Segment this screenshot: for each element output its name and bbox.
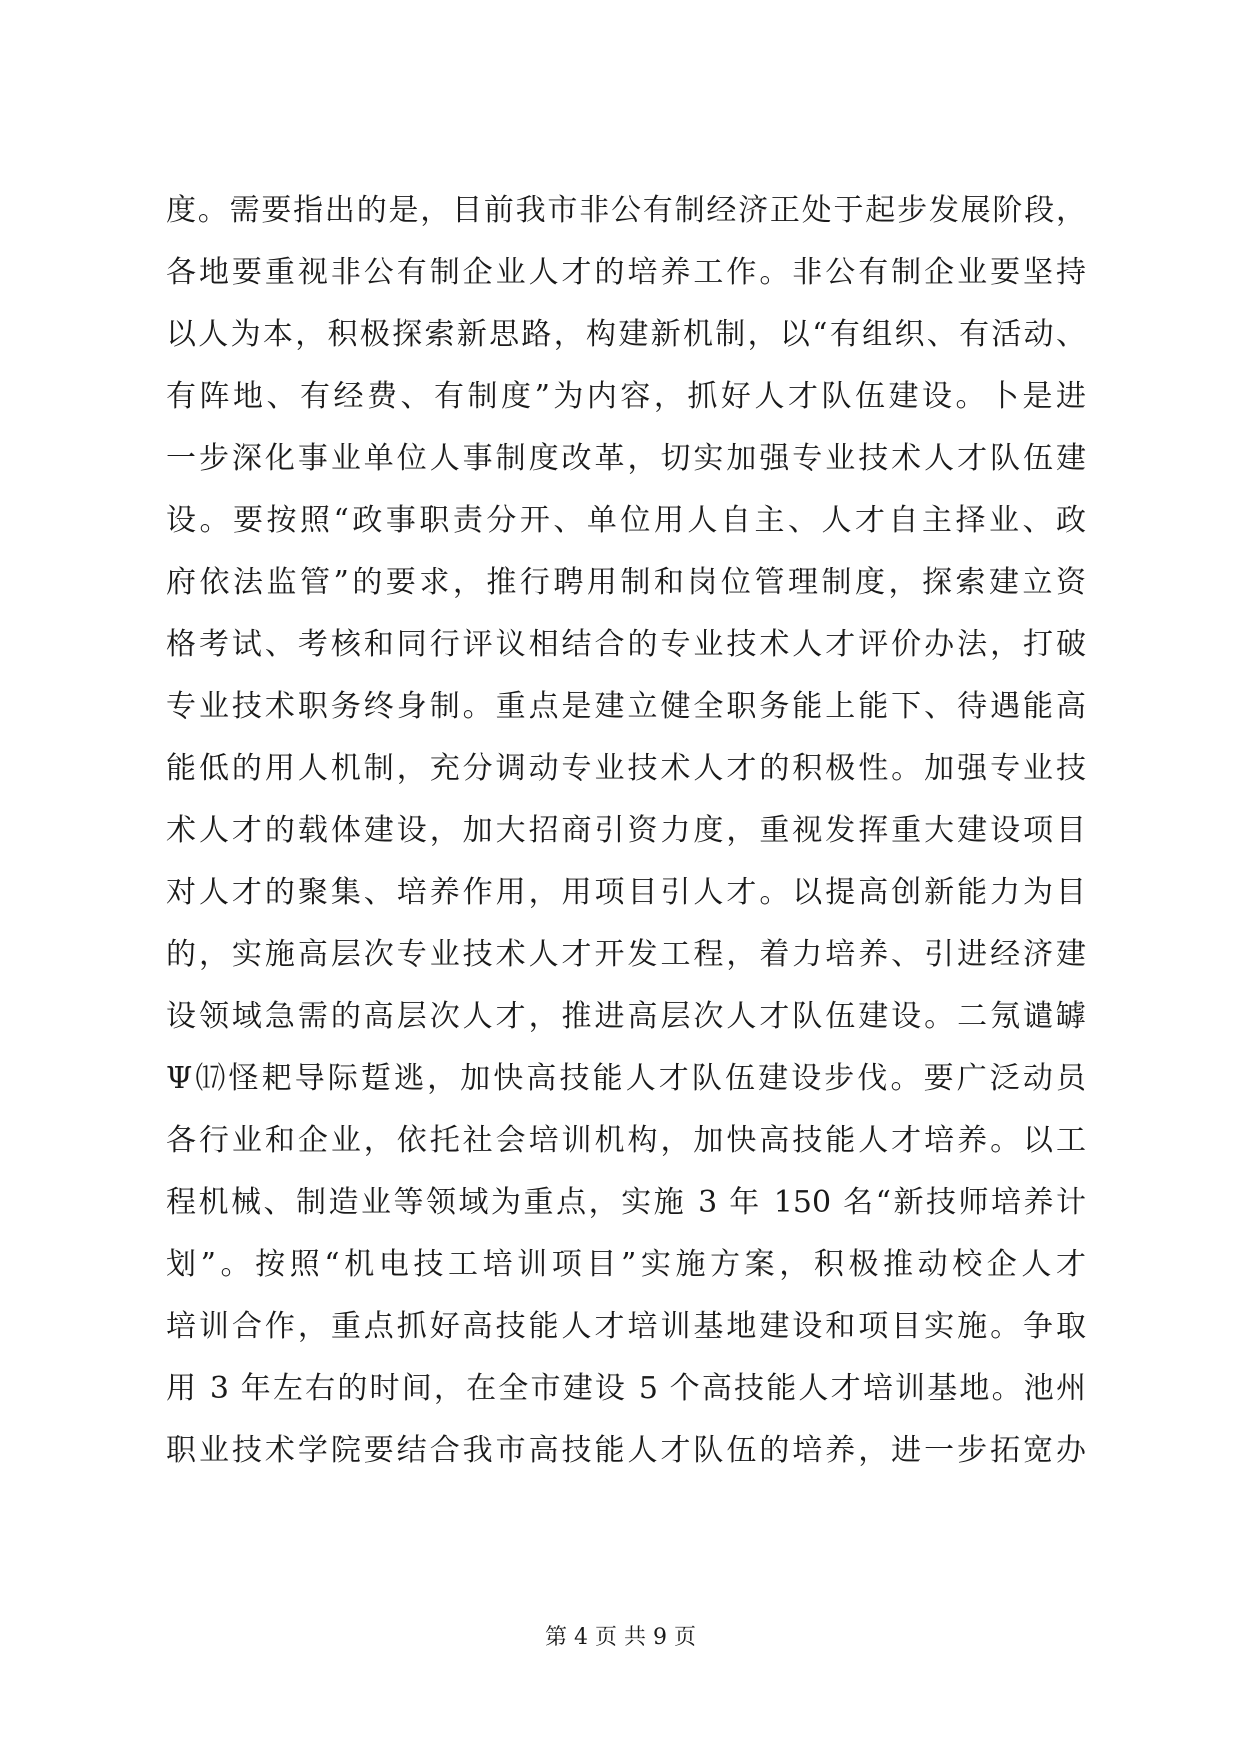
text-line: 各行业和企业，依托社会培训机构，加快高技能人才培养。以工 [166,1123,1086,1158]
text-line: 程机械、制造业等领域为重点，实施 3 年 150 名“新技师培养计 [166,1185,1086,1220]
text-line: 一步深化事业单位人事制度改革，切实加强专业技术人才队伍建 [166,441,1086,476]
text-line: 职业技术学院要结合我市高技能人才队伍的培养，进一步拓宽办 [166,1433,1086,1468]
text-line: 术人才的载体建设，加大招商引资力度，重视发挥重大建设项目 [166,813,1086,848]
text-line: 格考试、考核和同行评议相结合的专业技术人才评价办法，打破 [166,627,1086,662]
text-line: 各地要重视非公有制企业人才的培养工作。非公有制企业要坚持 [166,255,1086,290]
text-line: 划”。按照“机电技工培训项目”实施方案，积极推动校企人才 [166,1247,1086,1282]
text-line: 专业技术职务终身制。重点是建立健全职务能上能下、待遇能高 [166,689,1086,724]
text-line: 有阵地、有经费、有制度”为内容，抓好人才队伍建设。卜是进 [166,379,1086,414]
text-line: 的，实施高层次专业技术人才开发工程，着力培养、引进经济建 [166,937,1086,972]
text-line: 度。需要指出的是，目前我市非公有制经济正处于起步发展阶段， [166,193,1086,228]
text-line: 培训合作，重点抓好高技能人才培训基地建设和项目实施。争取 [166,1309,1086,1344]
text-line: 府依法监管”的要求，推行聘用制和岗位管理制度，探索建立资 [166,565,1086,600]
page-number-footer: 第 4 页 共 9 页 [545,1625,696,1650]
text-line: 设。要按照“政事职责分开、单位用人自主、人才自主择业、政 [166,503,1086,538]
text-line: Ψ⒄怪耙导际踅逃，加快高技能人才队伍建设步伐。要广泛动员 [166,1061,1086,1096]
text-line: 用 3 年左右的时间，在全市建设 5 个高技能人才培训基地。池州 [166,1371,1086,1406]
text-line: 能低的用人机制，充分调动专业技术人才的积极性。加强专业技 [166,751,1086,786]
text-line: 设领域急需的高层次人才，推进高层次人才队伍建设。二氖谴罅 [166,999,1086,1034]
text-line: 对人才的聚集、培养作用，用项目引人才。以提高创新能力为目 [166,875,1086,910]
body-text [166,180,1086,1482]
text-line: 以人为本，积极探索新思路，构建新机制，以“有组织、有活动、 [166,317,1086,352]
